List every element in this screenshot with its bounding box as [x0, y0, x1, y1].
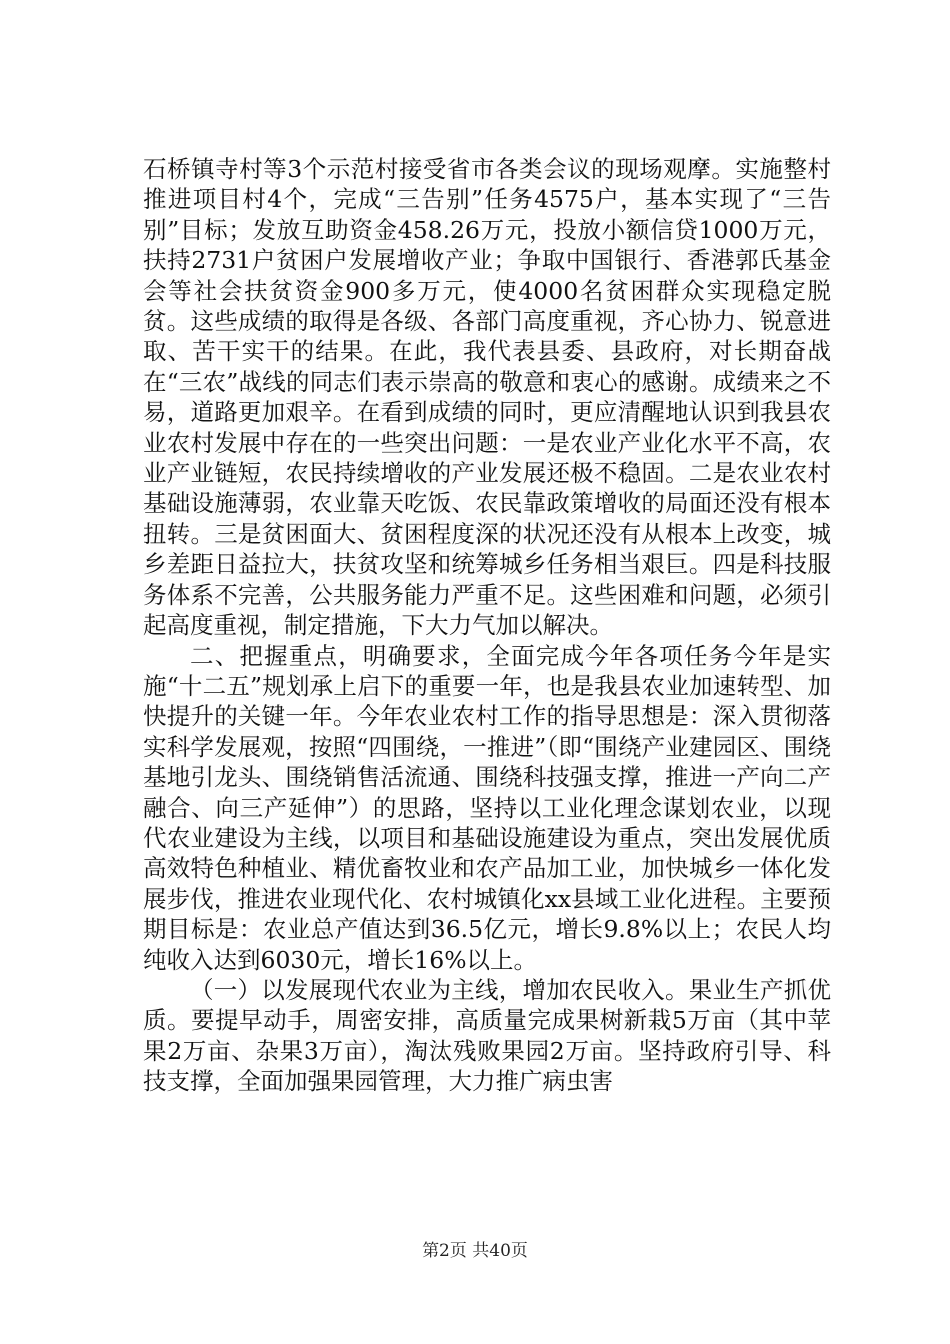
document-body: [143, 154, 831, 1097]
page-number-footer: 第2页 共40页: [422, 1241, 528, 1261]
paragraph-section-two-key-tasks: 二、把握重点，明确要求，全面完成今年各项任务今年是实施“十二五”规划承上启下的重要一年，也是我县农业加速转型、加快提升的关键一年。今年农业农村工作的指导思想是：深入贯彻落实科学发展观，按照“四围绕，一推进”（即“围绕产业建园区、围绕基地引龙头、围绕销售活流通、围绕科技强支撑，推进一产向二产融合、向三产延伸”）的思路，坚持以工业化理念谋划农业，以现代农业建设为主线，以项目和基础设施建设为重点，突出发展优质高效特色种植业、精优畜牧业和农产品加工业，加快城乡一体化发展步伐，推进农业现代化、农村城镇化xx县域工业化进程。主要预期目标是：农业总产值达到36.5亿元，增长9.8%以上；农民人均纯收入达到6030元，增长16%以上。: [143, 641, 831, 974]
paragraph-modern-agriculture: （一）以发展现代农业为主线，增加农民收入。果业生产抓优质。要提早动手，周密安排，高质量完成果树新栽5万亩（其中苹果2万亩、杂果3万亩），淘汰残败果园2万亩。坚持政府引导、科技支撑，全面加强果园管理，大力推广病虫害: [143, 975, 831, 1096]
paragraph-achievements-and-problems: 石桥镇寺村等3个示范村接受省市各类会议的现场观摩。实施整村推进项目村4个，完成“三告别”任务4575户，基本实现了“三告别”目标；发放互助资金458.26万元，投放小额信贷1000万元，扶持2731户贫困户发展增收产业；争取中国银行、香港郭氏基金会等社会扶贫资金900多万元，使4000名贫困群众实现稳定脱贫。这些成绩的取得是各级、各部门高度重视，齐心协力、锐意进取、苦干实干的结果。在此，我代表县委、县政府，对长期奋战在“三农”战线的同志们表示崇高的敬意和衷心的感谢。成绩来之不易，道路更加艰辛。在看到成绩的同时，更应清醒地认识到我县农业农村发展中存在的一些突出问题：一是农业产业化水平不高，农业产业链短，农民持续增收的产业发展还极不稳固。二是农业农村基础设施薄弱，农业靠天吃饭、农民靠政策增收的局面还没有根本扭转。三是贫困面大、贫困程度深的状况还没有从根本上改变，城乡差距日益拉大，扶贫攻坚和统筹城乡任务相当艰巨。四是科技服务体系不完善，公共服务能力严重不足。这些困难和问题，必须引起高度重视，制定措施，下大力气加以解决。: [143, 155, 831, 640]
